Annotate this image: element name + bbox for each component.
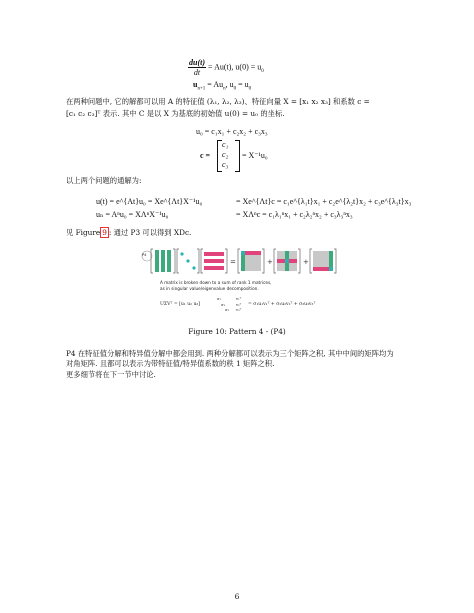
c-lhs: c =: [200, 151, 211, 160]
svg-text:=: =: [230, 258, 236, 266]
svg-text:+: +: [303, 258, 309, 266]
sigma-dot-1: [180, 252, 183, 255]
vt-2: v₂ᵀ: [236, 301, 242, 307]
right-bracket: [235, 140, 240, 172]
sigma-3: σ₃: [225, 307, 230, 312]
ode-rhs: = Au(t), u(0) = u: [208, 62, 262, 72]
vt-row-1: [204, 252, 224, 256]
equation-u0: u₀ = c₁x₁ + c₂x₂ + c₃x₃: [196, 127, 268, 136]
paragraph-1-line-1: 在两种问题中, 它的解都可以用 A 的特征值 (λ₁, λ₂, λ₃)、特征向量 X = [x₁ x₂ x₃] 和系数 c =: [66, 97, 370, 106]
diff-rest3: = u: [236, 80, 249, 89]
fraction-denominator: dt: [193, 68, 201, 77]
paragraph-1-line-2: [c₁ c₂ c₃]ᵀ 表示. 其中 C 是以 X 为基底的初始值 u(0) = u₀ 的坐标.: [66, 109, 285, 118]
badge-label: P4: [142, 253, 147, 257]
paragraph-4-line-1: P4 在特征值分解和特异值分解中都会用到. 两种分解都可以表示为三个矩阵之积, 其中中间的矩阵均为: [66, 349, 394, 358]
figure-ref-link[interactable]: 9: [102, 228, 107, 237]
solution-row-1-left: u(t) = e^{At}u₀ = Xe^{Λt}X⁻¹u₀: [96, 197, 203, 206]
diff-rest2: , u: [225, 80, 234, 89]
diff-u: u: [193, 80, 198, 89]
c-entry-2: c₂: [222, 150, 229, 159]
c-entries: [222, 140, 228, 170]
c-entry-3: c₃: [222, 160, 229, 169]
para3-post: : 通过 P3 可以得到 XDc.: [108, 228, 192, 237]
svd-sigma-block: [217, 296, 229, 313]
paragraph-4-line-3: 更多细节将在下一节中讨论.: [66, 370, 156, 379]
diff-rest1: = Au: [205, 80, 224, 89]
solution-row-1-right: = Xe^{Λt}c = c₁e^{λ₁t}x₁ + c₂e^{λ₂t}x₂ + c₃e^{λ₃t}x₃: [236, 197, 412, 206]
solution-row-2-left: uₙ = Aⁿu₀ = XΛⁿX⁻¹u₀: [96, 210, 169, 219]
diff-sub2: n: [223, 86, 226, 92]
fraction-numerator: du(t): [189, 58, 205, 67]
figure-caption-line-2: as in singular value/eigenvalue decomposition.: [160, 286, 259, 291]
svd-lhs: UΣVᵀ = [u₁ u₂ u₃]: [160, 302, 201, 307]
c-entry-1: c₁: [222, 140, 229, 149]
c-rhs: = X⁻¹u₀: [242, 151, 268, 160]
u-col-2: [161, 250, 165, 272]
figure-caption: Figure 10: Pattern 4 - (P4): [188, 327, 286, 336]
vt-3: v₃ᵀ: [236, 307, 242, 312]
svg-text:+: +: [267, 258, 273, 266]
paragraph-2: 以上两个问题的通解为:: [66, 176, 142, 185]
svd-vt-block: [236, 296, 241, 313]
vt-row-3: [204, 266, 224, 270]
paragraph-4-line-2: 对角矩阵. 且都可以表示为带特征值/特异值系数的秩 1 矩阵之积.: [66, 359, 275, 368]
sigma-dot-2: [186, 259, 189, 262]
page-number: 6: [234, 592, 240, 601]
sigma-2: σ₂: [221, 301, 226, 307]
sigma-dot-3: [192, 266, 195, 269]
vt-row-2: [204, 259, 224, 263]
vt-1: v₁ᵀ: [236, 296, 242, 301]
ode-sub: 0: [261, 68, 264, 74]
u-col-1: [155, 250, 159, 272]
u-col-3: [167, 250, 171, 272]
para3-pre: 见 Figure: [66, 228, 101, 237]
diff-sub3: 0: [233, 86, 237, 92]
figure-caption-line-1: A matrix is broken down to a sum of rank 1 matrices,: [160, 280, 272, 285]
diff-sub1: n+1: [197, 86, 206, 92]
svd-rhs: = σ₁u₁v₁ᵀ + σ₂u₂v₂ᵀ + σ₃u₃v₃ᵀ: [248, 302, 316, 307]
sigma-1: σ₁: [217, 296, 222, 301]
paragraph-3: [66, 228, 191, 238]
equation-difference: [193, 80, 251, 92]
equation-ode: [188, 58, 264, 77]
diff-sub4: 0: [248, 86, 252, 92]
solution-row-2-right: = XΛⁿc = c₁λ₁ⁿx₁ + c₂λ₂ⁿx₂ + c₃λ₃ⁿx₃: [236, 210, 353, 219]
